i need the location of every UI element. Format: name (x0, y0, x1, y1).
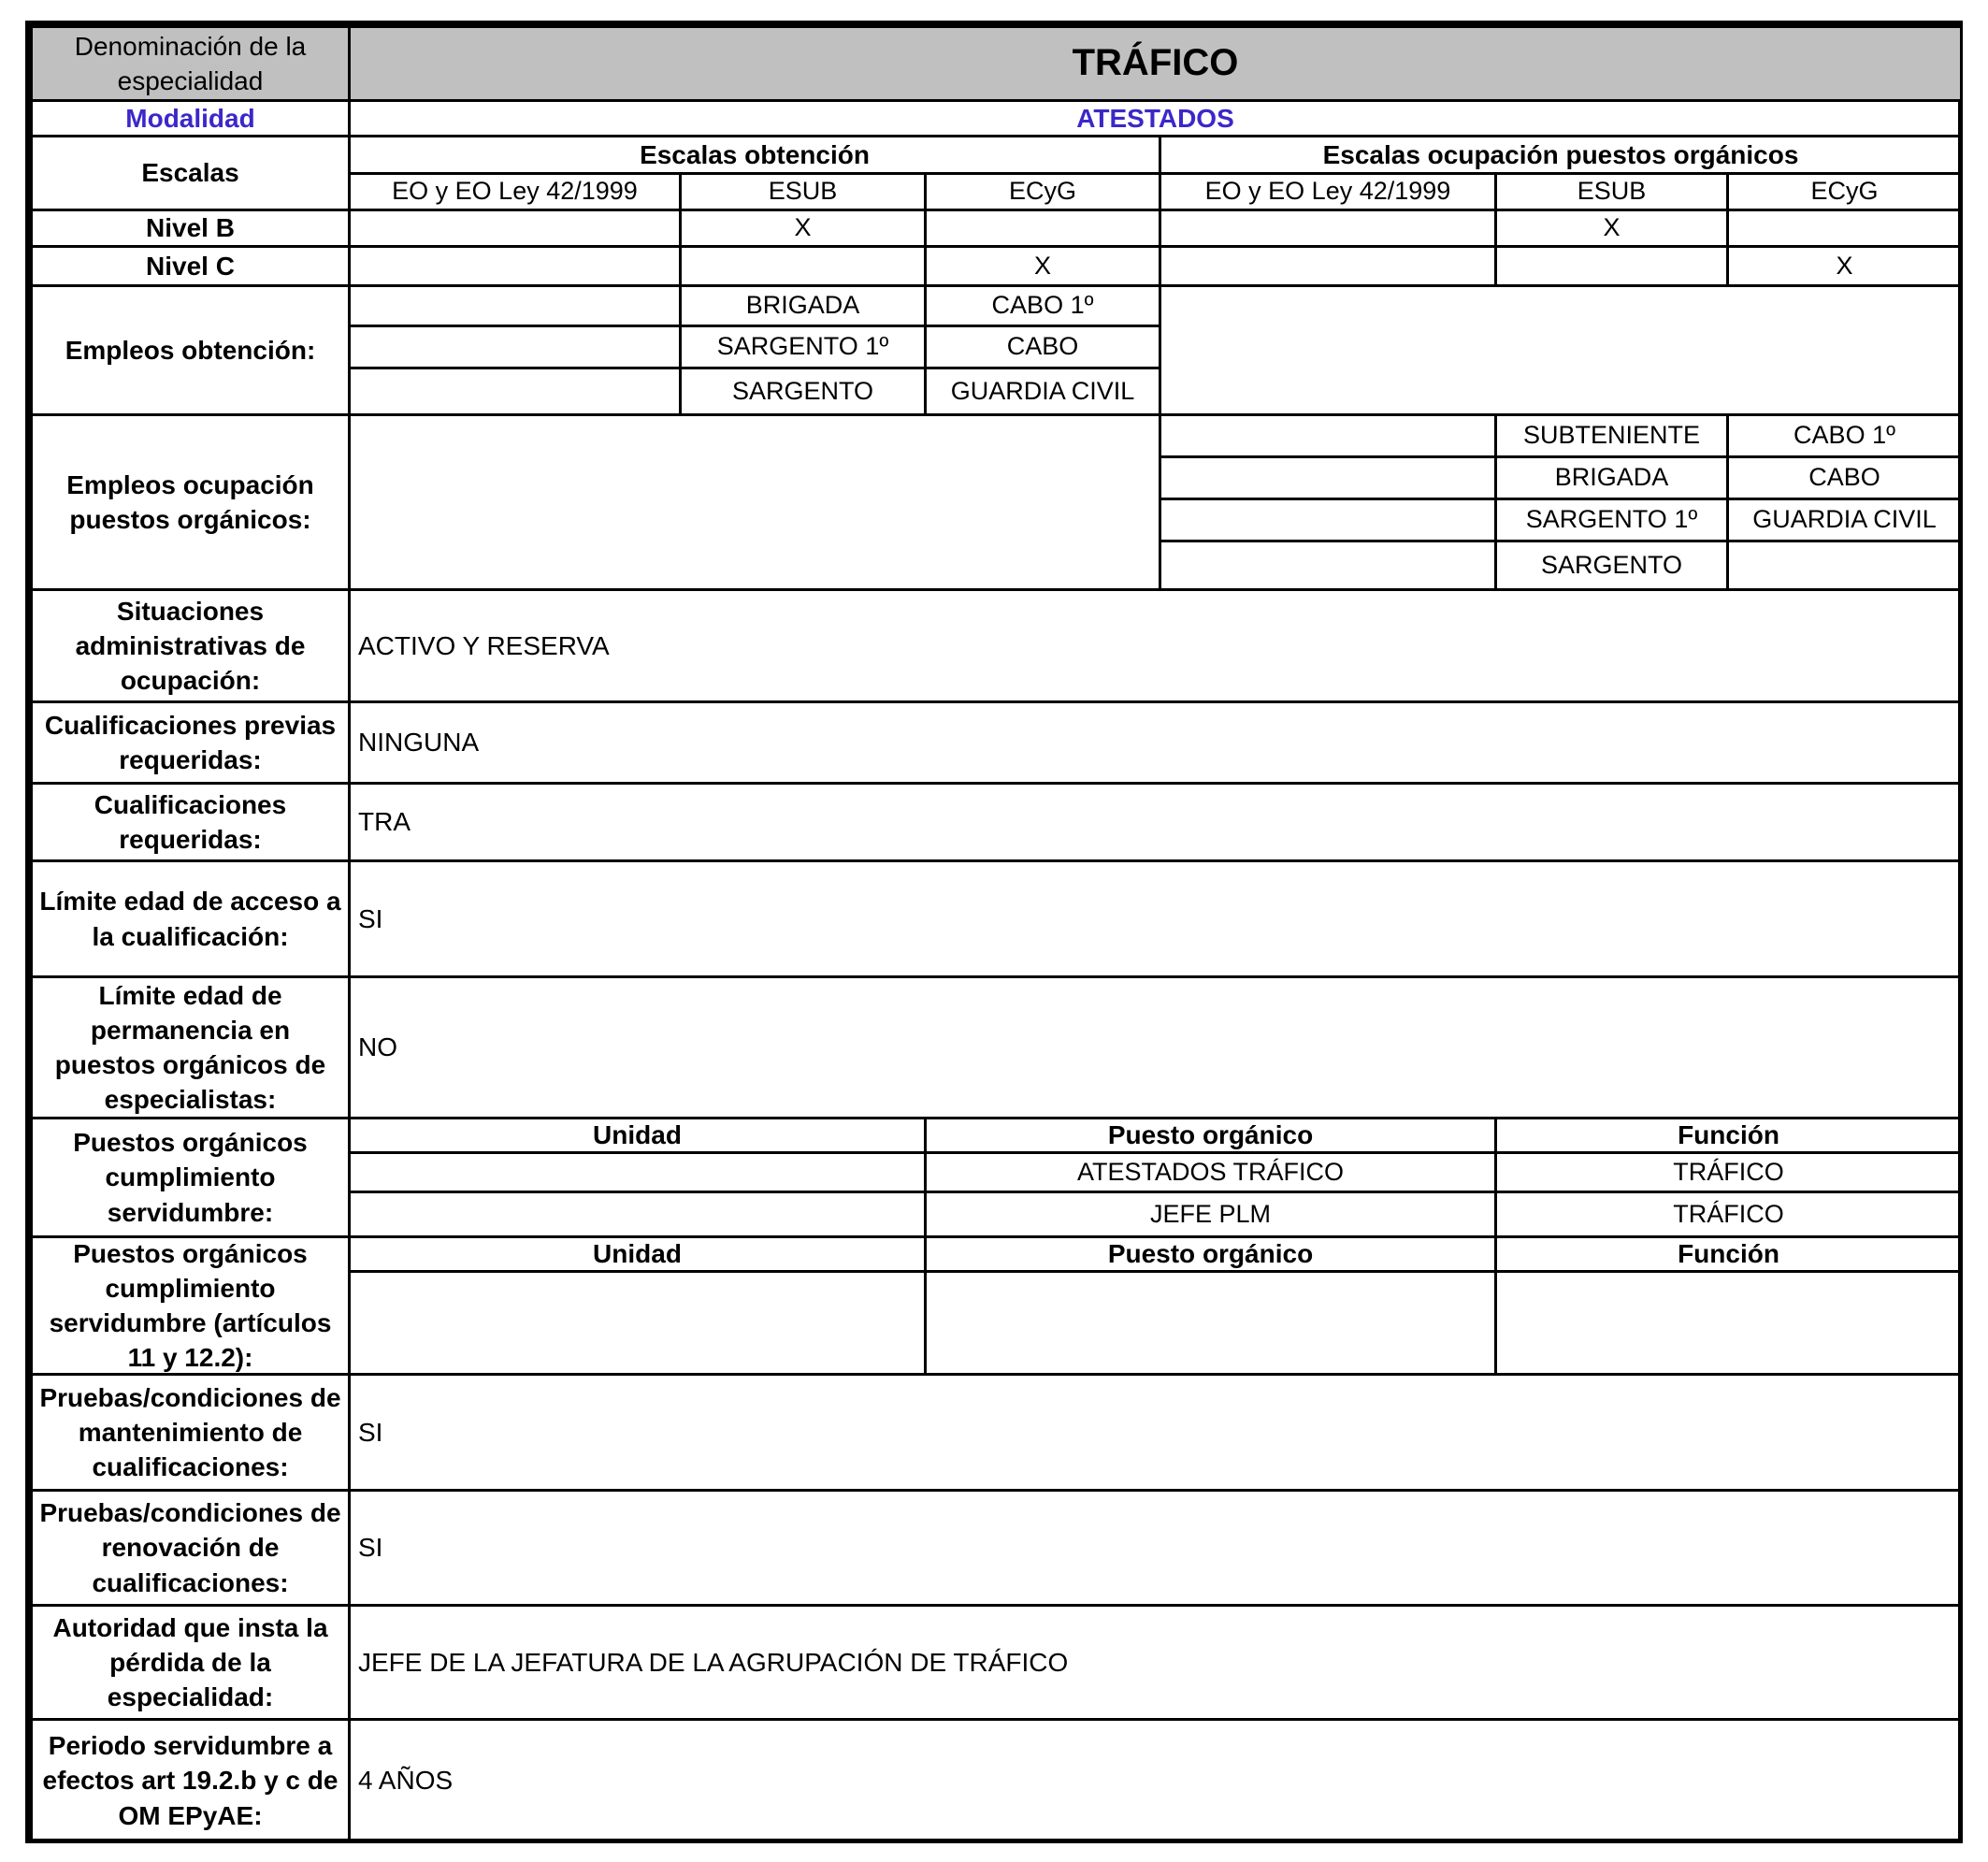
nivel-c-label: Nivel C (30, 245, 351, 287)
empleo-cell (348, 284, 682, 327)
empleo-cell (1726, 540, 1963, 591)
unidad-header: Unidad (348, 1117, 927, 1154)
funcion-cell: TRÁFICO (1494, 1191, 1963, 1238)
empleo-cell: BRIGADA (679, 284, 927, 327)
nivel-mark (348, 209, 682, 248)
empleo-cell (1159, 413, 1497, 458)
empleo-cell: CABO 1º (1726, 413, 1963, 458)
empleos-ocupacion-blank (348, 413, 1161, 591)
puestos-articulos-label: Puestos orgánicos cumplimiento servidumbre (artículos 11 y 12.2): (30, 1235, 351, 1376)
unidad-cell (348, 1191, 927, 1238)
nivel-mark: X (1494, 209, 1729, 248)
limite-permanencia-value: NO (348, 975, 1963, 1119)
autoridad-label: Autoridad que insta la pérdida de la especialidad: (30, 1604, 351, 1721)
limite-acceso-value: SI (348, 859, 1963, 978)
empleo-cell (348, 367, 682, 416)
empleo-cell: CABO (1726, 455, 1963, 500)
puesto-organico-header: Puesto orgánico (924, 1235, 1497, 1273)
empleo-cell (1159, 540, 1497, 591)
pruebas-renovacion-value: SI (348, 1489, 1963, 1607)
limite-acceso-label: Límite edad de acceso a la cualificación: (30, 859, 351, 978)
funcion-header: Función (1494, 1235, 1963, 1273)
modalidad-label: Modalidad (30, 99, 351, 137)
escala-column-header: ESUB (1494, 172, 1729, 211)
empleo-cell (348, 325, 682, 369)
nivel-b-label: Nivel B (30, 209, 351, 248)
empleo-cell: GUARDIA CIVIL (1726, 498, 1963, 542)
autoridad-value: JEFE DE LA JEFATURA DE LA AGRUPACIÓN DE TRÁFICO (348, 1604, 1963, 1721)
puesto-organico-cell: JEFE PLM (924, 1191, 1497, 1238)
empleo-cell: SARGENTO (1494, 540, 1729, 591)
empleos-obtencion-blank (1159, 284, 1963, 416)
nivel-mark (348, 245, 682, 287)
escala-column-header: ESUB (679, 172, 927, 211)
funcion-cell: TRÁFICO (1494, 1151, 1963, 1193)
empleo-cell: GUARDIA CIVIL (924, 367, 1161, 416)
escala-column-header: EO y EO Ley 42/1999 (348, 172, 682, 211)
puesto-organico-header: Puesto orgánico (924, 1117, 1497, 1154)
puesto-organico-cell: ATESTADOS TRÁFICO (924, 1151, 1497, 1193)
empleo-cell: SARGENTO (679, 367, 927, 416)
periodo-label: Periodo servidumbre a efectos art 19.2.b y c de OM EPyAE: (30, 1718, 351, 1843)
empleos-ocupacion-label: Empleos ocupación puestos orgánicos: (30, 413, 351, 591)
pruebas-renovacion-label: Pruebas/condiciones de renovación de cualificaciones: (30, 1489, 351, 1607)
empleo-cell: SARGENTO 1º (1494, 498, 1729, 542)
pruebas-mantenimiento-label: Pruebas/condiciones de mantenimiento de cualificaciones: (30, 1373, 351, 1492)
funcion-cell (1494, 1270, 1963, 1376)
periodo-value: 4 AÑOS (348, 1718, 1963, 1843)
modalidad-value: ATESTADOS (348, 99, 1963, 137)
puesto-organico-cell (924, 1270, 1497, 1376)
unidad-cell (348, 1270, 927, 1376)
empleo-cell: CABO 1º (924, 284, 1161, 327)
cualif-requeridas-label: Cualificaciones requeridas: (30, 782, 351, 862)
escalas-ocupacion-header: Escalas ocupación puestos orgánicos (1159, 135, 1963, 175)
nivel-mark (1159, 209, 1497, 248)
cualif-requeridas-value: TRA (348, 782, 1963, 862)
limite-permanencia-label: Límite edad de permanencia en puestos orgánicos de especialistas: (30, 975, 351, 1119)
especialidad-title: TRÁFICO (348, 25, 1963, 102)
nivel-mark (1159, 245, 1497, 287)
empleos-obtencion-label: Empleos obtención: (30, 284, 351, 416)
situaciones-value: ACTIVO Y RESERVA (348, 588, 1963, 703)
empleo-cell (1159, 498, 1497, 542)
specialty-sheet-table (25, 21, 1963, 1843)
empleo-cell (1159, 455, 1497, 500)
empleo-cell: BRIGADA (1494, 455, 1729, 500)
nivel-mark: X (1726, 245, 1963, 287)
denominacion-label: Denominación de la especialidad (30, 25, 351, 102)
situaciones-label: Situaciones administrativas de ocupación: (30, 588, 351, 703)
empleo-cell: SUBTENIENTE (1494, 413, 1729, 458)
unidad-header: Unidad (348, 1235, 927, 1273)
unidad-cell (348, 1151, 927, 1193)
nivel-mark: X (679, 209, 927, 248)
nivel-mark (1726, 209, 1963, 248)
nivel-mark (1494, 245, 1729, 287)
puestos-servidumbre-label: Puestos orgánicos cumplimiento servidumbre: (30, 1117, 351, 1238)
escala-column-header: ECyG (924, 172, 1161, 211)
escalas-label: Escalas (30, 135, 351, 211)
empleo-cell: SARGENTO 1º (679, 325, 927, 369)
pruebas-mantenimiento-value: SI (348, 1373, 1963, 1492)
nivel-mark (924, 209, 1161, 248)
nivel-mark: X (924, 245, 1161, 287)
escala-column-header: ECyG (1726, 172, 1963, 211)
cualif-previas-value: NINGUNA (348, 700, 1963, 785)
escalas-obtencion-header: Escalas obtención (348, 135, 1161, 175)
empleo-cell: CABO (924, 325, 1161, 369)
cualif-previas-label: Cualificaciones previas requeridas: (30, 700, 351, 785)
funcion-header: Función (1494, 1117, 1963, 1154)
escala-column-header: EO y EO Ley 42/1999 (1159, 172, 1497, 211)
nivel-mark (679, 245, 927, 287)
